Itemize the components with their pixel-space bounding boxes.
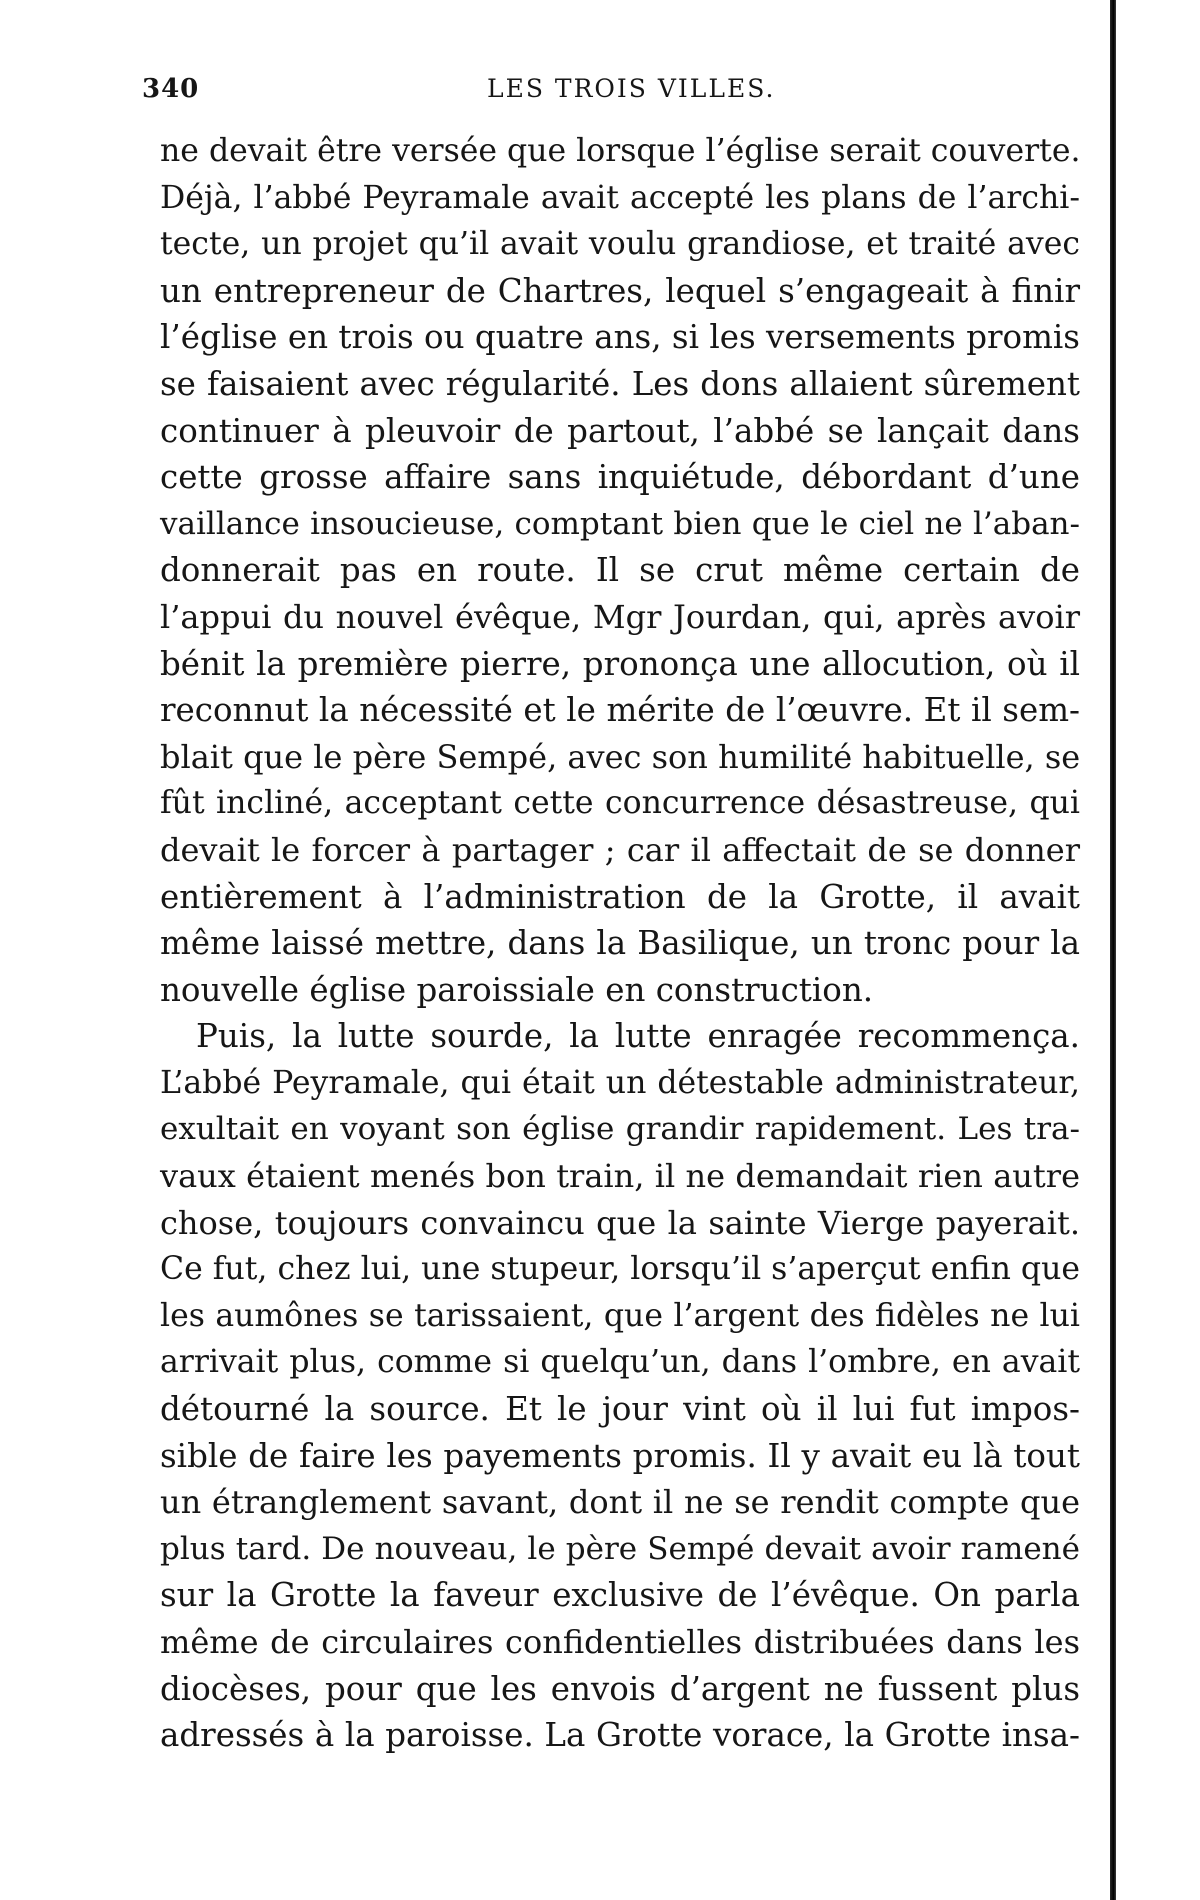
text-line: reconnut la nécessité et le mérite de l’œuvre. Et il sem- (160, 691, 1080, 730)
text-line: entièrement à l’administration de la Grotte, il avait (160, 877, 1080, 916)
text-line: adressés à la paroisse. La Grotte vorace, la Grotte insa- (160, 1716, 1080, 1755)
text-line: l’appui du nouvel évêque, Mgr Jourdan, qui, après avoir (160, 597, 1080, 636)
body-text (160, 128, 1080, 1759)
text-line: Déjà, l’abbé Peyramale avait accepté les plans de l’archi- (160, 179, 1080, 216)
text-line: continuer à pleuvoir de partout, l’abbé se lançait dans (160, 411, 1080, 450)
text-line: Ce fut, chez lui, une stupeur, lorsqu’il s’aperçut enfin que (160, 1251, 1080, 1288)
text-line: un entrepreneur de Chartres, lequel s’engageait à finir (160, 271, 1080, 310)
text-line: arrivait plus, comme si quelqu’un, dans l’ombre, en avait (160, 1344, 1080, 1381)
text-line: bénit la première pierre, prononça une allocution, où il (160, 644, 1080, 683)
text-line: chose, toujours convaincu que la sainte Vierge payerait. (160, 1203, 1080, 1242)
text-line: exultait en voyant son église grandir rapidement. Les tra- (160, 1111, 1080, 1148)
page-header (142, 70, 1072, 110)
text-line: tecte, un projet qu’il avait voulu grandiose, et traité avec (160, 226, 1080, 263)
running-title: LES TROIS VILLES. (487, 74, 776, 103)
text-line: plus tard. De nouveau, le père Sempé devait avoir ramené (160, 1530, 1080, 1567)
text-line: L’abbé Peyramale, qui était un détestable administrateur, (160, 1064, 1080, 1101)
text-line: sur la Grotte la faveur exclusive de l’évêque. On parla (160, 1576, 1080, 1615)
text-line: l’église en trois ou quatre ans, si les versements promis (160, 318, 1080, 357)
text-line: vaillance insoucieuse, comptant bien que le ciel ne l’aban- (160, 505, 1080, 542)
text-line: cette grosse affaire sans inquiétude, débordant d’une (160, 458, 1080, 497)
text-line: ne devait être versée que lorsque l’église serait couverte. (160, 133, 1081, 169)
text-line: sible de faire les payements promis. Il y avait eu là tout (160, 1436, 1080, 1475)
page-binding-edge (1110, 0, 1116, 1900)
text-line: Puis, la lutte sourde, la lutte enragée recommença. (196, 1017, 1080, 1056)
text-line: même de circulaires confidentielles distribuées dans les (160, 1623, 1080, 1661)
text-line: les aumônes se tarissaient, que l’argent des fidèles ne lui (160, 1297, 1080, 1334)
text-line: vaux étaient menés bon train, il ne demandait rien autre (160, 1157, 1080, 1196)
text-line: nouvelle église paroissiale en construction. (160, 970, 874, 1009)
text-line: même laissé mettre, dans la Basilique, un tronc pour la (160, 924, 1080, 963)
page-number: 340 (142, 74, 200, 104)
text-line: blait que le père Sempé, avec son humilité habituelle, se (160, 737, 1081, 776)
text-line: fût incliné, acceptant cette concurrence désastreuse, qui (160, 785, 1080, 822)
text-line: donnerait pas en route. Il se crut même certain de (160, 551, 1080, 590)
text-line: devait le forcer à partager ; car il affectait de se donner (160, 830, 1080, 869)
text-line: détourné la source. Et le jour vint où il lui fut impos- (160, 1390, 1080, 1429)
text-line: diocèses, pour que les envois d’argent ne fussent plus (160, 1669, 1080, 1708)
text-line: un étranglement savant, dont il ne se rendit compte que (160, 1483, 1080, 1522)
text-line: se faisaient avec régularité. Les dons allaient sûrement (160, 364, 1080, 403)
